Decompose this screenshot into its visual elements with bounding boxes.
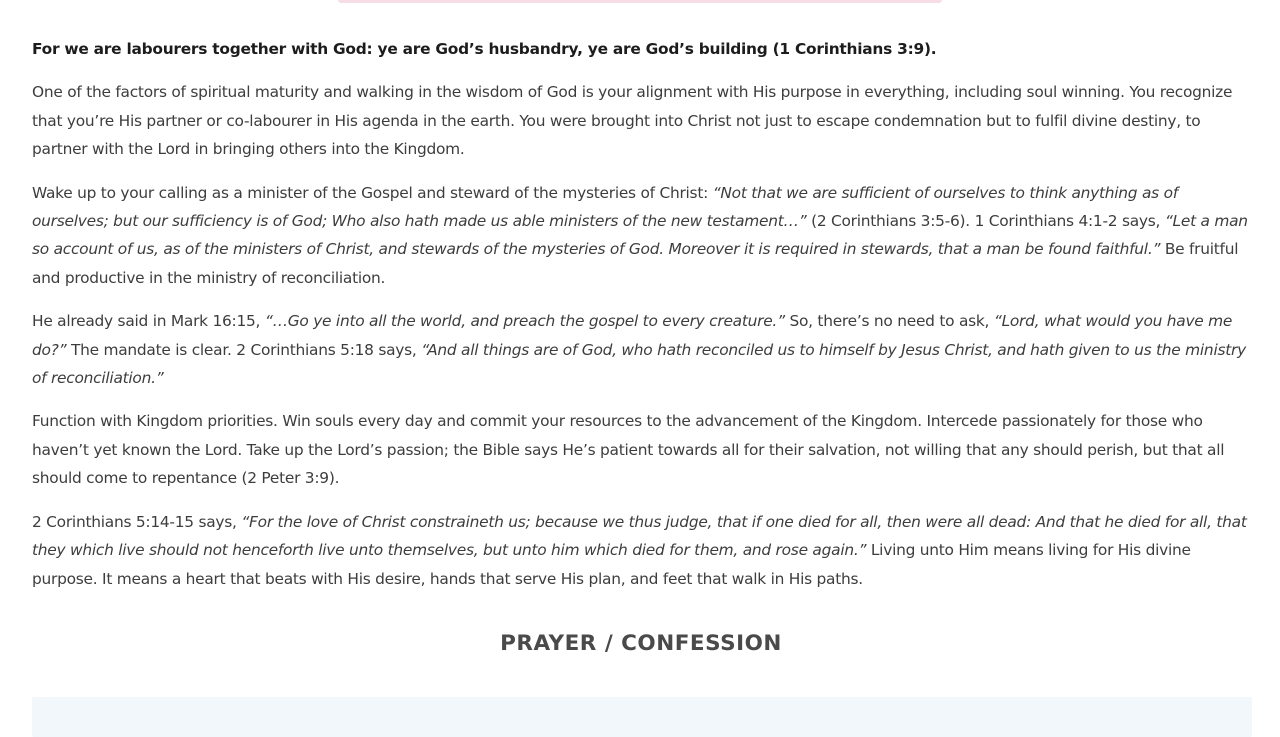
paragraph-text: Living unto Him means living for His divine purpose. It means a heart that beats with His desire, hands that serve His plan, and feet that walk in His paths. — [32, 541, 1191, 588]
article-paragraph — [32, 78, 1254, 163]
article-paragraph — [32, 307, 1254, 392]
article-paragraph — [32, 508, 1254, 593]
paragraph-text: Wake up to your calling as a minister of the Gospel and steward of the mysteries of Christ: — [32, 183, 713, 202]
paragraph-text: 2 Corinthians 5:14-15 says, — [32, 512, 242, 531]
scripture-quote: “For the love of Christ constraineth us; because we thus judge, that if one died for all, then were all dead: And that he died for all, that they which live should not henceforth live unto themselves, but unto him which died for them, and rose again.” — [32, 512, 1247, 560]
scripture-quote: “…Go ye into all the world, and preach the gospel to every creature.” — [264, 312, 785, 331]
top-accent-bar — [338, 0, 942, 3]
scripture-quote: “Let a man so account of us, as of the ministers of Christ, and stewards of the mysteries of God. Moreover it is required in stewards, that a man be found faithful.” — [32, 212, 1248, 259]
paragraph-text: So, there’s no need to ask, — [784, 312, 994, 331]
article-paragraph — [32, 179, 1254, 293]
paragraph-text: (2 Corinthians 3:5-6). 1 Corinthians 4:1-2 says, — [806, 212, 1165, 231]
theme-scripture: For we are labourers together with God: ye are God’s husbandry, ye are God’s building (1 Corinthians 3:9). — [32, 40, 937, 58]
paragraph-text: Be fruitful and productive in the ministry of reconciliation. — [32, 240, 1239, 287]
devotional-article — [32, 35, 1254, 608]
scripture-quote: “Not that we are sufficient of ourselves to think anything as of ourselves; but our sufficiency is of God; Who also hath made us able ministers of the new testament…” — [32, 183, 1178, 231]
paragraph-text: He already said in Mark 16:15, — [32, 312, 265, 331]
question-quote: “Lord, what would you have me do?” — [32, 312, 1233, 359]
scripture-quote: “And all things are of God, who hath reconciled us to himself by Jesus Christ, and hath given to us the ministry of reconciliation.” — [32, 340, 1246, 388]
prayer-confession-box — [32, 697, 1252, 737]
article-paragraph — [32, 407, 1254, 492]
paragraph-text: The mandate is clear. 2 Corinthians 5:18 says, — [66, 340, 422, 359]
prayer-confession-heading: PRAYER / CONFESSION — [500, 631, 782, 656]
paragraph-text: Function with Kingdom priorities. Win souls every day and commit your resources to the advancement of the Kingdom. Intercede passionately for those who haven’t yet known the Lord. Take up the Lord’s passion; the Bible says He’s patient towards all for their salvation, not willing that any should perish, but that all should come to repentance (2 Peter 3:9). — [32, 412, 1225, 488]
paragraph-text: One of the factors of spiritual maturity and walking in the wisdom of God is your alignment with His purpose in everything, including soul winning. You recognize that you’re His partner or co-labourer in His agenda in the earth. You were brought into Christ not just to escape condemnation but to fulfil divine destiny, to partner with the Lord in bringing others into the Kingdom. — [32, 83, 1233, 159]
